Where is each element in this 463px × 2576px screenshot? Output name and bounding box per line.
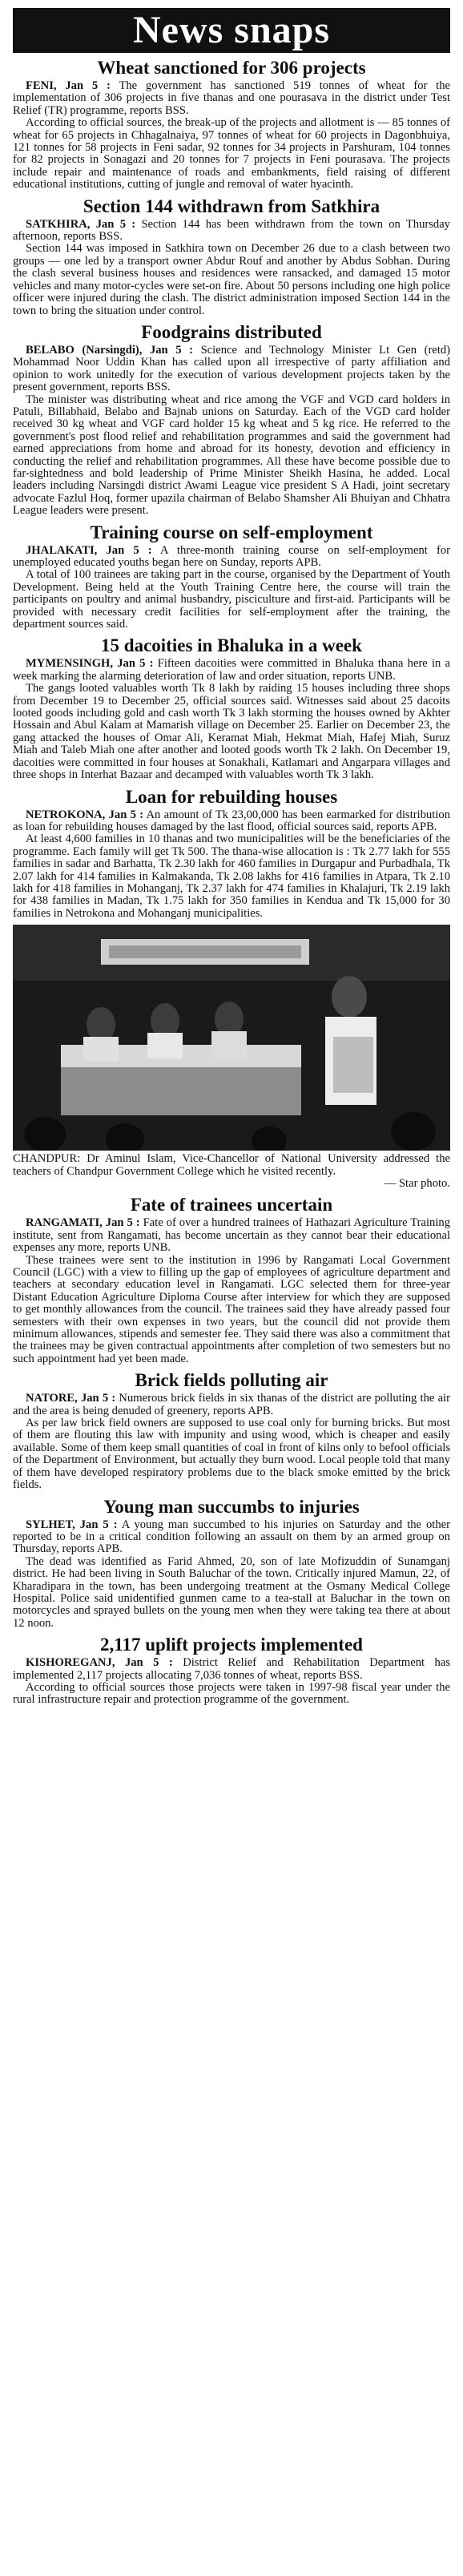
story-paragraph: BELABO (Narsingdi), Jan 5 : Science and Technology Minister Lt Gen (retd) Mohammad Noor Uddin Khan has called upon all irrespective of party affiliation and opinion to work unitedly for the execution of various development projects taken by the present government, reports BSS. xyxy=(13,343,450,394)
section-banner xyxy=(13,8,450,53)
story-headline: Wheat sanctioned for 306 projects xyxy=(97,58,366,78)
dateline: NETROKONA, Jan 5 : xyxy=(26,808,144,821)
news-photo xyxy=(13,925,450,1151)
story-brick-fields xyxy=(13,1370,450,1491)
story-paragraph: JHALAKATI, Jan 5 : A three-month training course on self-employment for unemployed educated youths began here on Sunday, reports APB. xyxy=(13,543,450,569)
dateline: RANGAMATI, Jan 5 : xyxy=(26,1216,140,1230)
story-headline: Loan for rebuilding houses xyxy=(125,786,338,807)
dateline: JHALAKATI, Jan 5 : xyxy=(26,543,152,557)
story-paragraph: SATKHIRA, Jan 5 : Section 144 has been withdrawn from the town on Thursday afternoon, reports BSS. xyxy=(13,217,450,244)
story-headline: Fate of trainees uncertain xyxy=(130,1195,333,1215)
dateline: FENI, Jan 5 : xyxy=(26,79,111,92)
story-headline: 2,117 uplift projects implemented xyxy=(100,1635,363,1655)
dateline: KISHOREGANJ, Jan 5 : xyxy=(26,1656,173,1670)
story-paragraph: According to official sources, the break-up of the projects and allotment is — 85 tonnes of wheat for 65 projects in Chhagalnaiya, 97 tonnes of wheat for 60 projects in Dagonbhuiya, 121 tonnes for 58 projects in Feni sadar, 92 tonnes for 34 projects in Parshuram, 104 tonnes for 82 projects in Sonagazi and 20 tonnes for 7 projects in Feni pourasava. The projects include repair and maintenance of roads and embankments, field raising of different educational institutions, cutting of jungle and removal of water hyacinth. xyxy=(13,116,450,191)
story-paragraph: FENI, Jan 5 : The government has sanctioned 519 tonnes of wheat for the implementation of 306 projects in five thanas and one pourasava in the district under Test Relief (TR) programme, reports BSS. xyxy=(13,79,451,117)
story-young-man xyxy=(13,1497,450,1631)
story-headline: Section 144 withdrawn from Satkhira xyxy=(83,196,380,216)
story-wheat xyxy=(13,58,450,191)
story-paragraph: SYLHET, Jan 5 : A young man succumbed to his injuries on Saturday and the other reported to be in a critical condition following an assault on them by an armed group on Thursday, reports APB. xyxy=(13,1518,450,1556)
dateline: MYMENSINGH, Jan 5 : xyxy=(26,657,154,671)
story-paragraph: As per law brick field owners are supposed to use coal only for burning bricks. But most of them are flouting this law with impunity and using wood, which is cheaper and easily available. Some of them keep small quantities of coal in front of kilns only to befool officials of the Department of Environment, but actually they burn wood. Local people told that many of them have developed respiratory problems due to the black smoke emitted by the brick fields. xyxy=(13,1417,450,1492)
banner-title: News snaps xyxy=(132,9,331,51)
story-training xyxy=(13,522,450,631)
story-headline: Training course on self-employment xyxy=(90,522,373,542)
story-paragraph: MYMENSINGH, Jan 5 : Fifteen dacoities were committed in Bhaluka thana here in a week marking the alarming deterioration of law and order situation, reports UNB. xyxy=(13,657,451,683)
story-paragraph: KISHOREGANJ, Jan 5 : District Relief and Rehabilitation Department has implemented 2,117 projects allocating 7,036 tonnes of wheat, reports BSS. xyxy=(13,1656,450,1682)
story-paragraph: According to official sources those projects were taken in 1997-98 fiscal year under the rural infrastructure repair and protection programme of the government. xyxy=(13,1680,450,1707)
speaker-head xyxy=(332,976,367,1018)
story-foodgrains xyxy=(13,322,450,518)
story-headline: Foodgrains distributed xyxy=(141,321,322,342)
story-paragraph: The dead was identified as Farid Ahmed, 20, son of late Mofizuddin of Sunamganj district. He had been living in South Baluchar of the town. Critically injured Mamun, 22, of Kharadipara in the town, has been undergoing treatment at the Osmany Medical College Hospital. Police said unidentified gunmen came to a tea-stall at Baluchar in the town on motorcycles and sprayed bullets on the young men when they were taking tea there at about 12 noon. xyxy=(13,1554,450,1630)
story-headline: 15 dacoities in Bhaluka in a week xyxy=(101,635,362,656)
story-paragraph: The gangs looted valuables worth Tk 8 lakh by raiding 15 houses including three shops from December 19 to December 25, official sources said. Witnesses said about 25 dacoits looted goods including gold and cash worth Tk 3 lakh storming the houses owned by Akhter Hossain and Abul Kalam at Mamarish village on December 25. Earlier on December 23, the gang attacked the houses of Omar Ali, Keramat Miah, Hekmat Miah, Hafej Miah, Suruz Miah and Taleb Miah one after another and looted goods worth Tk 2 lakh. On December 19, dacoities were committed in four houses at Sonakhali, Katlamari and Angarpara villages and three shops in Interhat Bazaar and decamped with valuables worth Tk 3 lakh. xyxy=(13,682,450,782)
photo-credit: — Star photo. xyxy=(384,1176,450,1190)
dateline: SYLHET, Jan 5 : xyxy=(26,1518,118,1531)
story-section-144 xyxy=(13,196,450,317)
story-uplift xyxy=(13,1635,450,1707)
dateline: SATKHIRA, Jan 5 : xyxy=(26,217,136,231)
photo-illustration xyxy=(13,925,450,1151)
story-paragraph: RANGAMATI, Jan 5 : Fate of over a hundred trainees of Hathazari Agriculture Training institute, sent from Rangamati, has become uncertain as they cannot bear their educational expenses any more, reports UNB. xyxy=(13,1216,450,1255)
story-headline: Young man succumbs to injuries xyxy=(103,1496,360,1517)
story-paragraph: The minister was distributing wheat and rice among the VGF and VGD card holders in Patuli, Billabhaid, Belabo and Bajnab unions on Saturday. Each of the VGD card holder received 30 kg wheat and VGF card holder 15 kg wheat and 5 kg rice. He referred to the government's post flood relief and rehabilitation programmes and said the government had earned appreciations from home and abroad for its honesty, devotion and efficiency in conducting the relief and rehabilitation programmes. All these have become possible due to far-sightedness and bold leadership of Prime Minister Sheikh Hasina, he added. Local leaders including Narsingdi district Awami League vice president S A Hadi, joint secretary advocate Fazlul Hoq, former upazila chairman of Belabo Shamsher Ali Bhuiyan and Chhatra League leaders were present. xyxy=(13,393,450,518)
story-headline: Brick fields polluting air xyxy=(135,1370,328,1391)
story-paragraph: These trainees were sent to the institution in 1996 by Rangamati Local Government Council (LGC) with a view to filling up the gap of employees of agriculture department and teachers at secondary education level in Rangamati. LGC selected them for three-year Distant Education Agriculture Diploma Course after interview for which they are supposed to get monthly allowances from the council. The trainees said they have already passed four semesters with their own expenses in two years, but the council did not provide them minimum allowances, stipends and semester fee. They said there was also a commitment that the trainees may be given contractual appointments after completion of two semesters but no such appointment had yet been made. xyxy=(13,1253,450,1365)
story-paragraph: At least 4,600 families in 10 thanas and two municipalities will be the beneficiaries of the programme. Each family will get Tk 500. The thana-wise allocation is : Tk 2.77 lakh for 555 families in sadar and Barhatta, Tk 2.30 lakh for 460 families in Durgapur and Purbadhala, Tk 2.07 lakh for 414 families in Kalmakanda, Tk 2.08 lakhs for 416 families in Atpara, Tk 2.10 lakh for 418 families in Mohanganj, Tk 2.37 lakh for 474 families in Khalajuri, Tk 2.19 lakh for 438 families in Madan, Tk 1.75 lakh for 350 families in Kendua and Tk 15,000 for 30 families in Netrokona and Mohanganj municipalities. xyxy=(13,832,450,920)
dateline: BELABO (Narsingdi), Jan 5 : xyxy=(26,343,193,357)
story-paragraph: A total of 100 trainees are taking part in the course, organised by the Department of Youth Development. Being held at the Youth Training Centre here, the course will train the participants on poultry and animal husbandry, pisciculture and first-aid. Participants will be provided with necessary credit facilities for self-employment after the training, the department sources said. xyxy=(13,568,450,631)
photo-caption: CHANDPUR: Dr Aminul Islam, Vice-Chancellor of National University addressed the teachers of Chandpur Government College which he visited recently. xyxy=(13,1152,450,1178)
story-dacoities xyxy=(13,635,450,781)
story-paragraph: NATORE, Jan 5 : Numerous brick fields in six thanas of the district are polluting the air and the area is being denuded of greenery, reports APB. xyxy=(13,1392,450,1417)
story-trainees xyxy=(13,1195,450,1365)
story-paragraph: Section 144 was imposed in Satkhira town on December 26 due to a clash between two groups — one led by a transport owner Abdur Rouf and another by Abdus Sobhan. During the clash several business houses and residences were ransacked, and damaged 15 motor vehicles and many motor-cycles were set-on fire. About 50 persons including one high police officer were injured during the clash. The district administration imposed Section 144 in the town to bring the situation under control. xyxy=(13,242,450,317)
dateline: NATORE, Jan 5 : xyxy=(26,1392,116,1405)
story-loan xyxy=(13,787,450,921)
story-paragraph: NETROKONA, Jan 5 : An amount of Tk 23,00,000 has been earmarked for distribution as loan for rebuilding houses damaged by the last flood, official sources said, reports APB. xyxy=(13,808,450,833)
